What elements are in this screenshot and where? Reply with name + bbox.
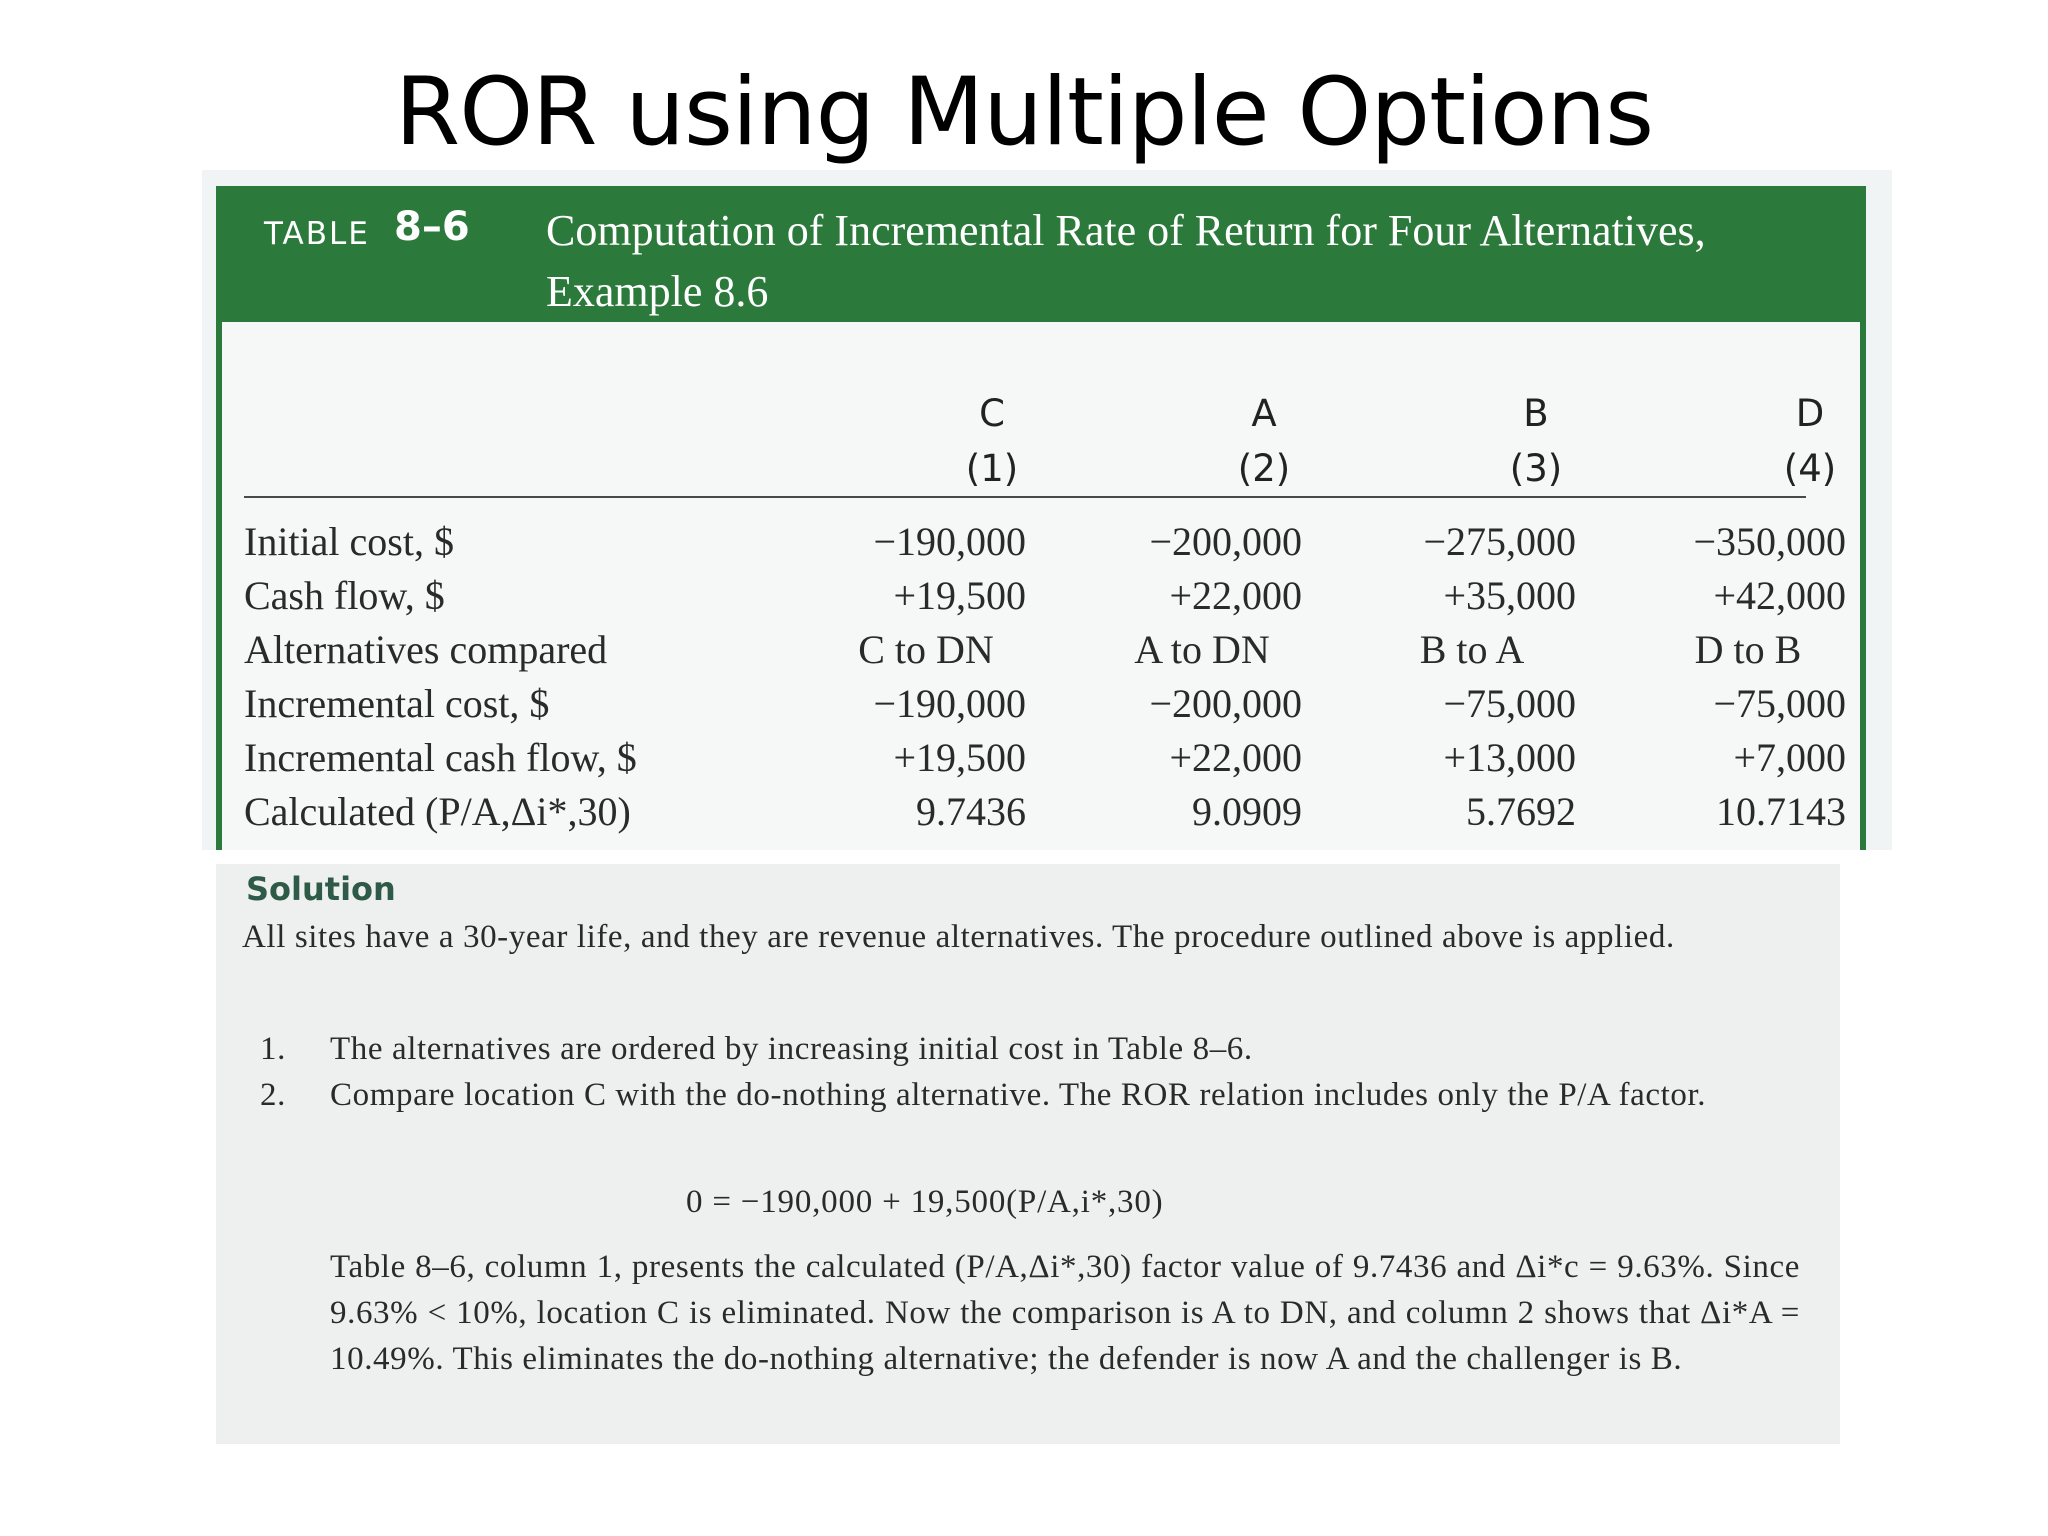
step-number: 1.	[260, 1031, 286, 1067]
cell: 5.7692	[1466, 789, 1576, 834]
row-label: Incremental cash flow, $	[244, 735, 637, 780]
slide-title: ROR using Multiple Options	[394, 58, 1654, 167]
table-row	[244, 572, 1846, 626]
table-number: 8–6	[394, 204, 470, 250]
row-label: Cash flow, $	[244, 573, 445, 618]
solution-intro: All sites have a 30-year life, and they are revenue alternatives. The procedure outlined above is applied.	[242, 919, 1675, 955]
cell: +22,000	[1169, 573, 1302, 618]
cell: 9.0909	[1192, 789, 1302, 834]
column-header-4	[1710, 392, 1910, 490]
column-index: (2)	[1237, 447, 1291, 490]
row-label: Incremental cost, $	[244, 681, 550, 726]
cell: −75,000	[1443, 681, 1576, 726]
cell: −75,000	[1713, 681, 1846, 726]
table-row	[244, 518, 1846, 572]
table-panel	[202, 170, 1892, 850]
cell: D to B	[1694, 627, 1802, 672]
step-number: 2.	[260, 1077, 286, 1113]
step-text: The alternatives are ordered by increasing initial cost in Table 8–6.	[330, 1031, 1253, 1067]
header-rule	[244, 496, 1806, 498]
column-letter: D	[1795, 392, 1825, 435]
column-letter: A	[1251, 392, 1277, 435]
cell: 9.7436	[916, 789, 1026, 834]
column-index: (4)	[1783, 447, 1837, 490]
ror-equation: 0 = −190,000 + 19,500(P/A,i*,30)	[686, 1184, 1164, 1220]
column-header-2	[1164, 392, 1364, 490]
cell: −190,000	[873, 519, 1026, 564]
cell: −200,000	[1149, 681, 1302, 726]
cell: B to A	[1419, 627, 1525, 672]
row-label: Alternatives compared	[244, 627, 608, 672]
cell: −200,000	[1149, 519, 1302, 564]
table-row	[244, 788, 1846, 842]
table-header	[216, 186, 1866, 322]
cell: +19,500	[893, 573, 1026, 618]
table-row	[244, 626, 1806, 680]
row-label: Calculated (P/A,Δi*,30)	[244, 789, 631, 834]
table-row	[244, 734, 1846, 788]
solution-heading: Solution	[246, 870, 396, 908]
cell: −275,000	[1423, 519, 1576, 564]
cell: 10.7143	[1716, 789, 1846, 834]
cell: −190,000	[873, 681, 1026, 726]
column-index: (1)	[965, 447, 1019, 490]
cell: +35,000	[1443, 573, 1576, 618]
column-header-1	[892, 392, 1092, 490]
table-label: TABLE	[264, 216, 370, 252]
step-text: Compare location C with the do-nothing alternative. The ROR relation includes only the P/A factor.	[330, 1077, 1707, 1113]
table-row	[244, 680, 1846, 734]
cell: C to DN	[858, 627, 994, 672]
column-header-3	[1436, 392, 1636, 490]
cell: +19,500	[893, 735, 1026, 780]
solution-paragraph: Table 8–6, column 1, presents the calculated (P/A,Δi*,30) factor value of 9.7436 and Δi*c = 9.63%. Since 9.63% < 10%, location C is eliminated. Now the comparison is A to DN, and column 2 shows that Δi*A = 10.49%. This eliminates the do-nothing alternative; the defender is now A and the challenger is B.	[330, 1249, 1800, 1377]
cell: +13,000	[1443, 735, 1576, 780]
solution-panel	[216, 864, 1840, 1444]
cell: +7,000	[1733, 735, 1846, 780]
cell: A to DN	[1134, 627, 1270, 672]
column-index: (3)	[1509, 447, 1563, 490]
table-caption: Computation of Incremental Rate of Return for Four Alternatives, Example 8.6	[546, 206, 1706, 316]
column-letter: C	[979, 392, 1005, 435]
row-label: Initial cost, $	[244, 519, 454, 564]
cell: +42,000	[1713, 573, 1846, 618]
cell: +22,000	[1169, 735, 1302, 780]
column-letter: B	[1523, 392, 1549, 435]
cell: −350,000	[1693, 519, 1846, 564]
